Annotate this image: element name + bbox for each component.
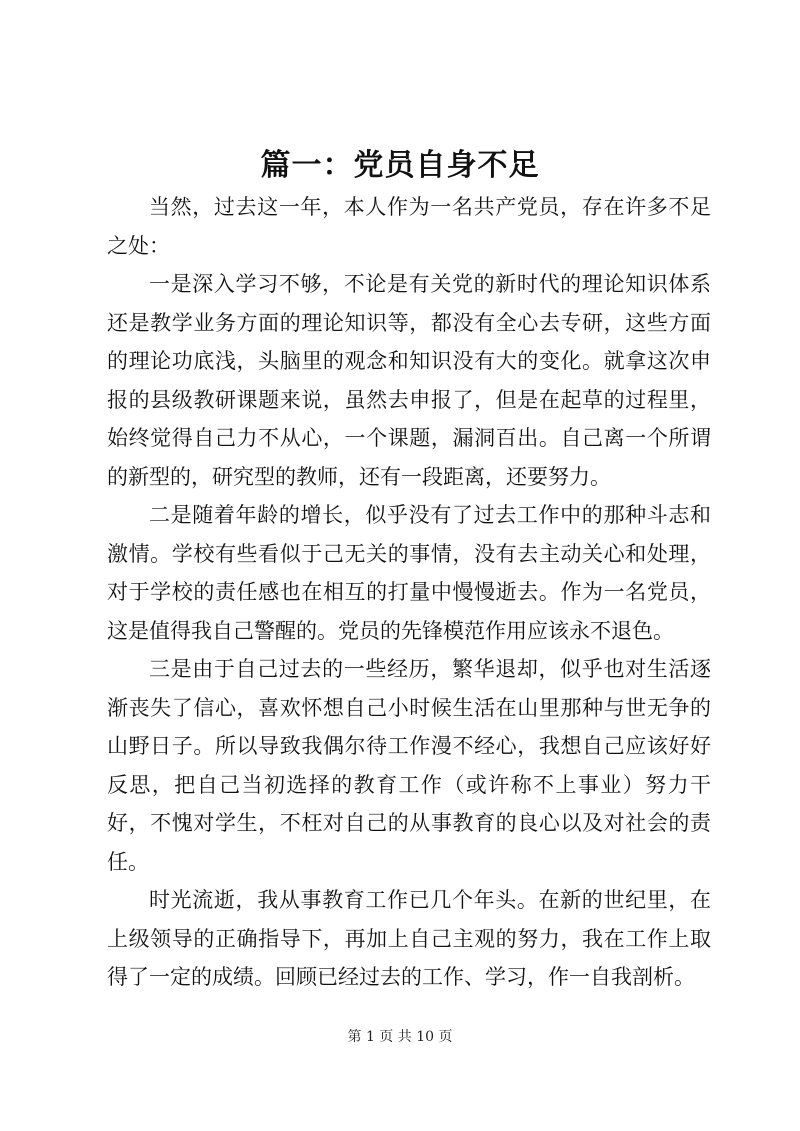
document-title: 篇一：党员自身不足 (260, 148, 540, 183)
paragraph: 一是深入学习不够，不论是有关党的新时代的理论知识体系还是教学业务方面的理论知识等，都没有全心去专研，这些方面的理论功底浅，头脑里的观念和知识没有大的变化。就拿这次申报的县级教研课题来说，虽然去申报了，但是在起草的过程里，始终觉得自己力不从心，一个课题，漏洞百出。自己离一个所谓的新型的，研究型的教师，还有一段距离，还要努力。 (107, 272, 711, 489)
paragraph: 三是由于自己过去的一些经历，繁华退却，似乎也对生活逐渐丧失了信心，喜欢怀想自己小时候生活在山里那种与世无争的山野日子。所以导致我偶尔待工作漫不经心，我想自己应该好好反思，把自己当初选择的教育工作（或许称不上事业）努力干好，不愧对学生，不枉对自己的从事教育的良心以及对社会的责任。 (107, 657, 711, 874)
document-body (107, 188, 711, 997)
paragraph: 时光流逝，我从事教育工作已几个年头。在新的世纪里，在上级领导的正确指导下，再加上自己主观的努力，我在工作上取得了一定的成绩。回顾已经过去的工作、学习，作一自我剖析。 (107, 888, 711, 989)
page-number-footer: 第 1 页 共 10 页 (347, 1029, 453, 1045)
paragraph: 当然，过去这一年，本人作为一名共产党员，存在许多不足之处： (107, 195, 711, 258)
paragraph: 二是随着年龄的增长，似乎没有了过去工作中的那种斗志和激情。学校有些看似于己无关的事情，没有去主动关心和处理，对于学校的责任感也在相互的打量中慢慢逝去。作为一名党员，这是值得我自己警醒的。党员的先锋模范作用应该永不退色。 (107, 503, 711, 643)
